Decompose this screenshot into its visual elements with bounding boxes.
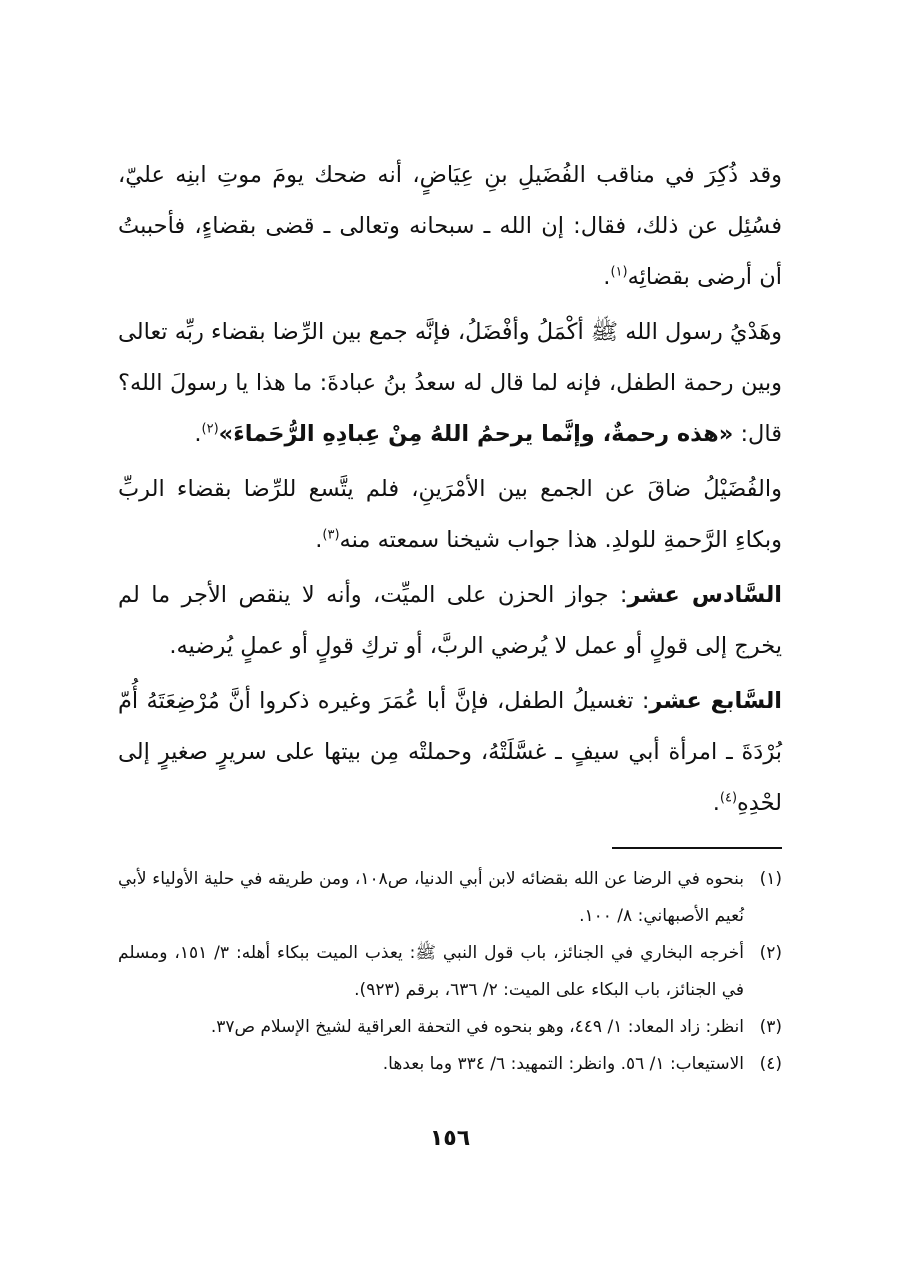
paragraph-prophet-guidance <box>118 307 782 460</box>
paragraph-text: والفُضَيْلُ ضاقَ عن الجمع بين الأمْرَينِ، فلم يتَّسع للرِّضا بقضاء الربِّ وبكاءِ الرَّحمةِ للولدِ. هذا جواب شيخنا سمعته منه <box>118 476 782 553</box>
footnote-number: (١) <box>759 869 782 889</box>
paragraph-text: وهَدْيُ رسول الله ﷺ أكْمَلُ وأفْضَلُ، فإنَّه جمع بين الرِّضا بقضاء ربِّه تعالى وبين رحمة الطفل، فإنه لما قال له سعدُ بنُ عبادةَ: ما هذا يا رسولَ الله؟ قال: <box>117 319 782 447</box>
paragraph-point-seventeen <box>118 676 782 829</box>
footnote-number: (٢) <box>759 943 782 963</box>
footnotes <box>118 861 782 1083</box>
paragraph-end: . <box>603 264 611 290</box>
footnote-item <box>118 1046 782 1083</box>
paragraph-fudayl-story <box>118 150 782 303</box>
footnote-ref: (٣) <box>322 527 340 543</box>
footnote-text: الاستيعاب: ١/ ٥٦. وانظر: التمهيد: ٦/ ٣٣٤ وما بعدها. <box>382 1054 744 1074</box>
footnote-item <box>118 935 782 1009</box>
footnote-separator <box>612 847 782 849</box>
point-heading: السَّادس عشر <box>627 582 782 608</box>
footnote-number: (٣) <box>759 1017 782 1037</box>
paragraph-text: : تغسيلُ الطفل، فإنَّ أبا عُمَرَ وغيره ذكروا أنَّ مُرْضِعَتَهُ أُمّ بُرْدَةَ ـ امرأة أبي سيفٍ ـ غسَّلَتْهُ، وحملتْه مِن بيتها على سريرٍ صغيرٍ إلى لحْدِهِ <box>118 688 782 816</box>
footnote-text: انظر: زاد المعاد: ١/ ٤٤٩، وهو بنحوه في التحفة العراقية لشيخ الإسلام ص٣٧. <box>210 1017 744 1037</box>
paragraph-end: . <box>712 790 720 816</box>
paragraph-fudayl-comment <box>118 464 782 566</box>
footnote-text: بنحوه في الرضا عن الله بقضائه لابن أبي الدنيا، ص١٠٨، ومن طريقه في حلية الأولياء لأبي نُعيم الأصبهاني: ٨/ ١٠٠. <box>118 869 745 926</box>
footnote-ref: (٤) <box>719 790 738 806</box>
paragraph-text: وقد ذُكِرَ في مناقب الفُضَيلِ بنِ عِيَاضٍ، أنه ضحك يومَ موتِ ابنِه عليّ، فسُئِل عن ذلك، فقال: إن الله ـ سبحانه وتعالى ـ قضى بقضاءٍ، فأحببتُ أن أرضى بقضائِه <box>118 162 782 290</box>
footnote-ref: (١) <box>610 264 628 280</box>
hadith-quote: «هذه رحمةٌ، وإنَّما يرحمُ اللهُ مِنْ عِبادِهِ الرُّحَماءَ» <box>218 421 734 447</box>
paragraph-text: : جواز الحزن على الميِّت، وأنه لا ينقص الأجر ما لم يخرج إلى قولٍ أو عمل لا يُرضي الربَّ، أو تركِ قولٍ أو عملٍ يُرضيه. <box>118 582 782 659</box>
footnote-text: أخرجه البخاري في الجنائز، باب قول النبي ﷺ: يعذب الميت ببكاء أهله: ٣/ ١٥١، ومسلم في الجنائز، باب البكاء على الميت: ٢/ ٦٣٦، برقم (٩٢٣). <box>118 943 744 1000</box>
paragraph-end: . <box>194 421 202 447</box>
main-text <box>118 150 782 833</box>
footnote-ref: (٢) <box>201 421 219 437</box>
footnote-item <box>118 861 782 935</box>
page-number: ١٥٦ <box>429 1126 471 1151</box>
point-heading: السَّابع عشر <box>649 688 782 714</box>
footnote-item <box>118 1009 782 1046</box>
footnote-number: (٤) <box>759 1054 782 1074</box>
paragraph-end: . <box>315 527 323 553</box>
paragraph-point-sixteen <box>118 570 782 672</box>
